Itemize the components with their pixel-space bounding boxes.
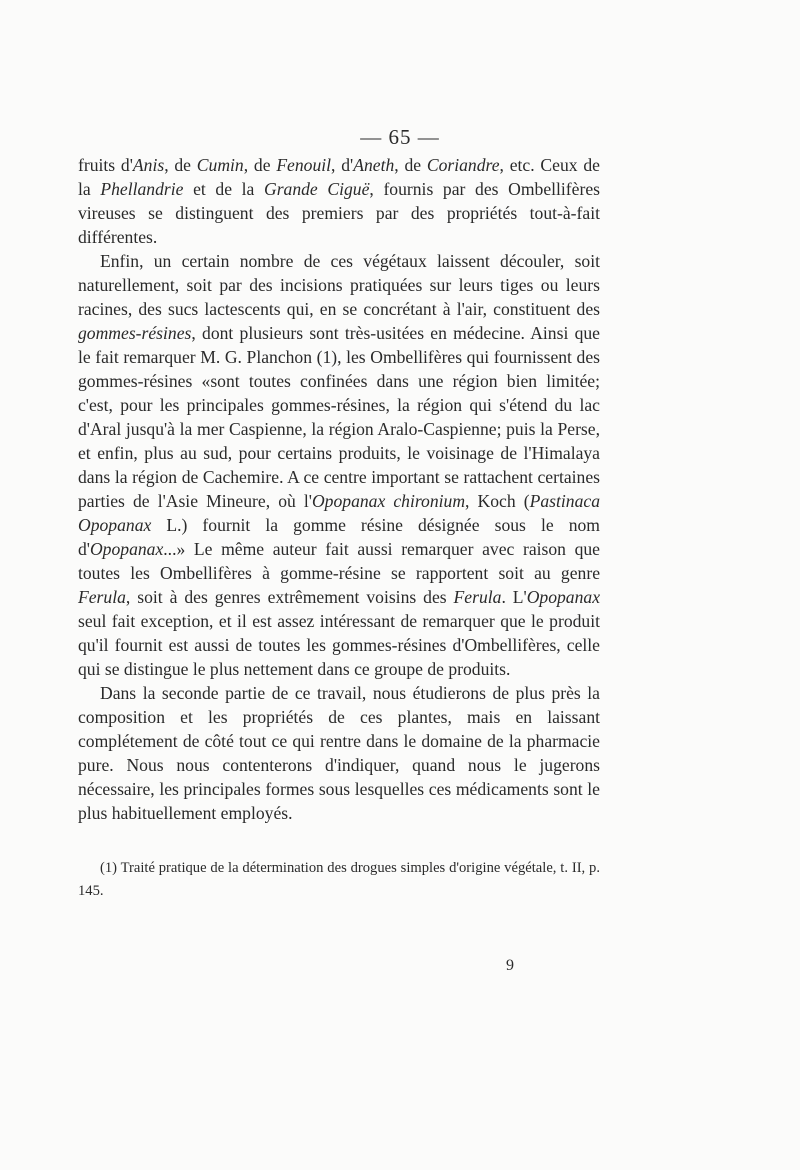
italic-term: Ferula — [453, 587, 502, 607]
text-run: , d' — [331, 155, 354, 175]
italic-term: Opopanax — [89, 539, 164, 559]
text-run: , de — [243, 155, 277, 175]
text-run: , dont plusieurs sont très-usitées en médecine. Ainsi que le fait remarquer M. G. Planchon (1), les Ombellifères qui fournissent des gommes-résines «sont toutes confinées dans une région bien limitée; c'est, pour les principales gommes-résines, la région qui s'étend du lac d'Aral jusqu'à la mer Caspienne, la région Aralo-Caspienne; puis la Perse, et enfin, plus au sud, pour certains produits, le voisinage de l'Himalaya dans la région de Cachemire. A ce centre important se rattachent certaines parties de l'Asie Mineure, où l' — [78, 323, 600, 511]
text-run: fruits d' — [78, 155, 133, 175]
text-run: , etc. Ceux de la — [78, 155, 600, 199]
text-run: , fournis par des Ombellifères vireuses se distinguent des premiers par des propriétés tout-à-fait différentes. — [78, 179, 600, 247]
footnote — [78, 857, 600, 903]
text-run: . L' — [501, 587, 527, 607]
italic-term: Opopanax — [526, 587, 600, 607]
text-run: ...» Le même auteur fait aussi remarquer avec raison que toutes les Ombellifères à gomme-résine se rapportent soit au genre — [78, 539, 600, 583]
italic-term: Phellandrie — [100, 179, 184, 199]
text-run: , Koch ( — [465, 491, 530, 511]
body-text — [78, 153, 600, 825]
paragraph — [78, 153, 600, 249]
italic-term: Pastinaca Opopanax — [78, 491, 600, 535]
text-run: et de la — [183, 179, 264, 199]
signature-mark: 9 — [506, 957, 514, 974]
italic-term: Aneth — [353, 155, 395, 175]
text-run: Dans la seconde partie de ce travail, nous étudierons de plus près la composition et les propriétés de ces plantes, mais en laissant complétement de côté tout ce qui rentre dans le domaine de la pharmacie pure. Nous nous contenterons d'indiquer, quand nous le jugerons nécessaire, les principales formes sous lesquelles ces médicaments sont le plus habituellement employés. — [78, 683, 600, 823]
footnote-text: (1) Traité pratique de la détermination des drogues simples d'origine végétale, t. II, p. 145. — [78, 860, 600, 899]
italic-term: Cumin — [196, 155, 244, 175]
text-run: , de — [164, 155, 197, 175]
text-run: seul fait exception, et il est assez intéressant de remarquer que le produit qu'il fournit est aussi de toutes les gommes-résines d'Ombellifères, celle qui se distingue le plus nettement dans ce groupe de produits. — [78, 611, 600, 679]
paragraph — [78, 249, 600, 681]
text-run: L.) fournit la gomme résine désignée sous le nom d' — [78, 515, 600, 559]
text-run: , soit à des genres extrêmement voisins des — [125, 587, 454, 607]
italic-term: Coriandre — [426, 155, 500, 175]
text-run: , de — [394, 155, 427, 175]
italic-term: Anis — [132, 155, 165, 175]
italic-term: Ferula — [78, 587, 126, 607]
text-run: Enfin, un certain nombre de ces végétaux laissent découler, soit naturellement, soit par des incisions pratiquées sur leurs tiges ou leurs racines, des sucs lactescents qui, en se concrétant à l'air, constituent des — [78, 251, 600, 319]
paragraph — [78, 681, 600, 825]
italic-term: gommes-résines — [78, 323, 192, 343]
page-number: — 65 — — [360, 125, 440, 149]
italic-term: Fenouil — [276, 155, 332, 175]
italic-term: Grande Ciguë — [263, 179, 370, 199]
italic-term: Opopanax chironium — [311, 491, 466, 511]
